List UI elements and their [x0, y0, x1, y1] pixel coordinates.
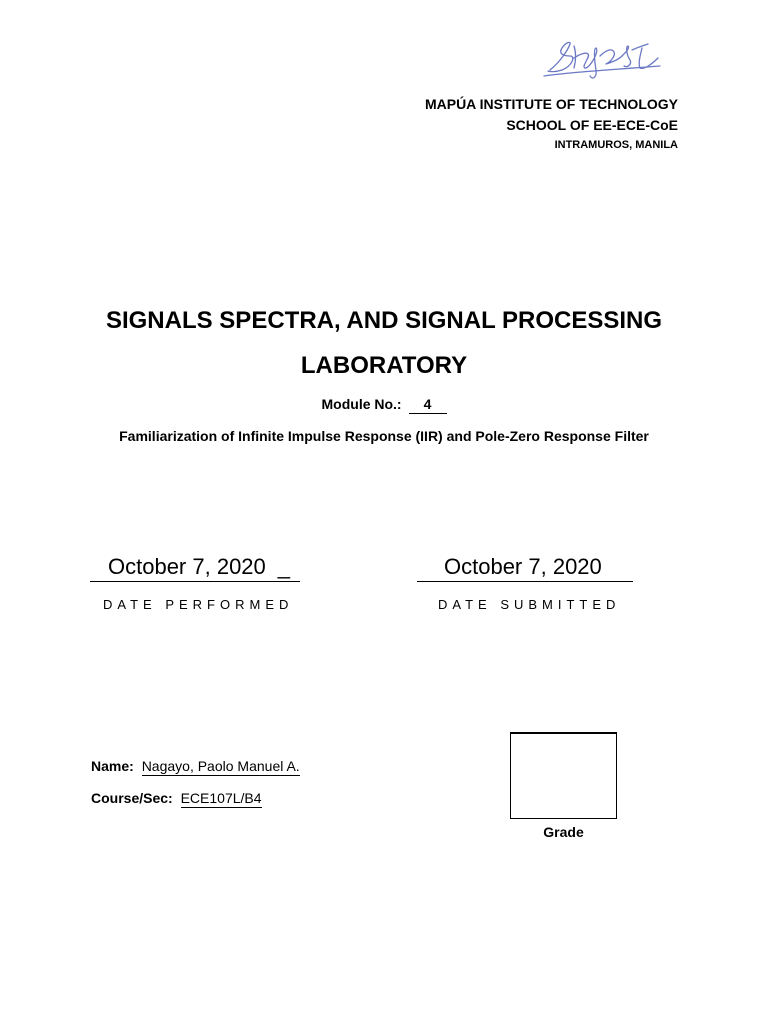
school-name: SCHOOL OF EE-ECE-CoE — [506, 117, 678, 133]
date-performed-tail: _ — [277, 554, 291, 579]
date-performed-value: October 7, 2020 — [108, 554, 266, 579]
institution-header — [425, 94, 678, 154]
institute-name: MAPÚA INSTITUTE OF TECHNOLOGY — [424, 96, 678, 112]
report-title-line-1: SIGNALS SPECTRA, AND SIGNAL PROCESSING — [105, 307, 663, 334]
course-value: ECE107L/B4 — [180, 790, 262, 806]
student-name-row — [91, 758, 300, 774]
grade-box — [510, 732, 617, 819]
report-title-line-2: LABORATORY — [300, 352, 468, 379]
experiment-title: Familiarization of Infinite Impulse Response (IIR) and Pole-Zero Response Filter — [119, 428, 649, 444]
grade-label: Grade — [543, 824, 584, 840]
module-number: 4 — [409, 396, 447, 414]
signature-image — [540, 36, 670, 82]
date-submitted-caption: DATE SUBMITTED — [438, 597, 621, 612]
name-label: Name: — [91, 758, 134, 774]
date-performed-field — [90, 553, 300, 582]
module-number-line — [0, 396, 768, 414]
course-section-row — [91, 790, 262, 806]
course-label: Course/Sec: — [91, 790, 173, 806]
institute-location: INTRAMUROS, MANILA — [554, 139, 678, 151]
name-value: Nagayo, Paolo Manuel A. — [141, 758, 300, 774]
date-submitted-value: October 7, 2020 — [444, 554, 602, 579]
module-label: Module No.: — [321, 396, 402, 412]
date-performed-caption: DATE PERFORMED — [103, 597, 294, 612]
date-submitted-field — [417, 553, 633, 582]
